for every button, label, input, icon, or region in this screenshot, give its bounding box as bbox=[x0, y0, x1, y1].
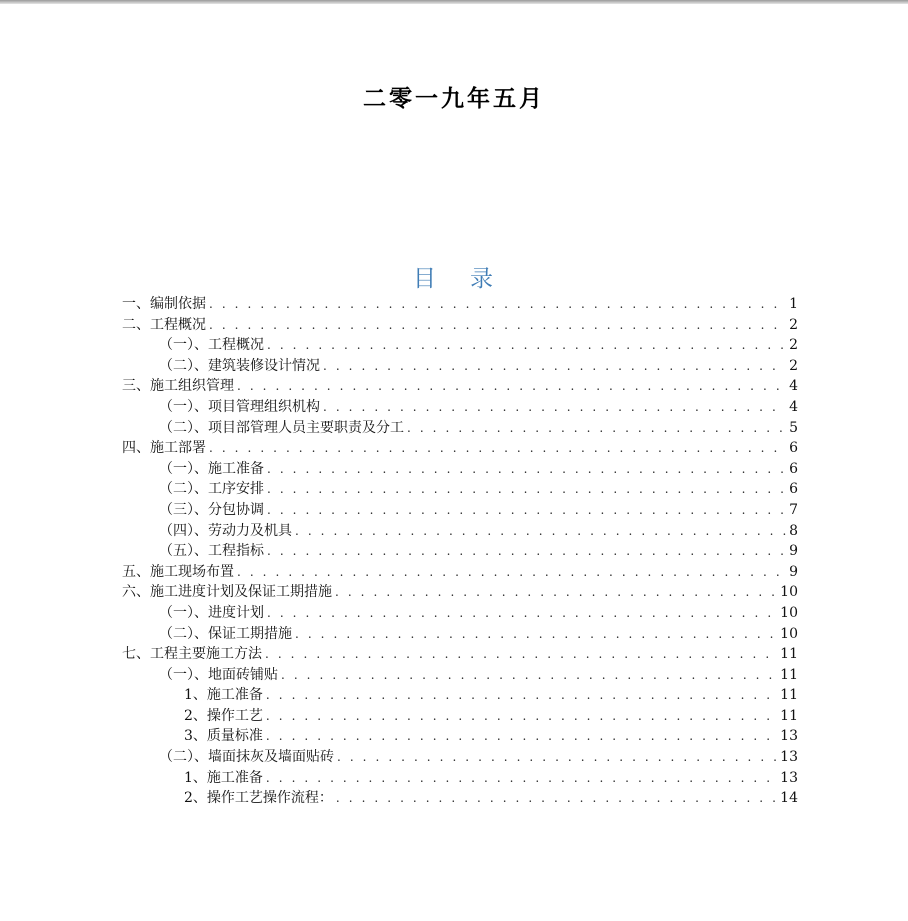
toc-entry-page-number: 6 bbox=[789, 460, 798, 477]
toc-dot-leader bbox=[209, 294, 786, 315]
toc-entry-page-number: 10 bbox=[780, 584, 798, 601]
toc-entry-page-number: 9 bbox=[789, 563, 798, 580]
toc-entry-page-number: 9 bbox=[789, 543, 798, 560]
toc-entry-label: 1、施工准备 bbox=[184, 687, 263, 704]
toc-dot-leader bbox=[323, 356, 786, 377]
toc-entry-label: 1、施工准备 bbox=[184, 769, 263, 786]
toc-entry-label: （五）、工程指标 bbox=[159, 543, 264, 560]
table-of-contents bbox=[122, 294, 798, 809]
toc-entry-page-number: 4 bbox=[789, 398, 798, 415]
toc-entry[interactable] bbox=[122, 335, 798, 356]
toc-entry-page-number: 10 bbox=[780, 604, 798, 621]
toc-dot-leader bbox=[323, 397, 786, 418]
toc-dot-leader bbox=[295, 624, 777, 645]
toc-dot-leader bbox=[267, 500, 786, 521]
toc-entry-label: 2、操作工艺 bbox=[184, 707, 263, 724]
toc-title-char-2: 录 bbox=[470, 266, 495, 292]
toc-entry[interactable] bbox=[122, 459, 798, 480]
toc-entry[interactable] bbox=[122, 541, 798, 562]
toc-entry[interactable] bbox=[122, 768, 798, 789]
toc-entry[interactable] bbox=[122, 747, 798, 768]
toc-entry-page-number: 13 bbox=[780, 728, 798, 745]
toc-entry-page-number: 13 bbox=[780, 749, 798, 766]
toc-entry-page-number: 8 bbox=[789, 522, 798, 539]
toc-dot-leader bbox=[267, 335, 786, 356]
toc-entry[interactable] bbox=[122, 685, 798, 706]
toc-entry-label: （一）、工程概况 bbox=[159, 337, 264, 354]
toc-entry-label: 七、工程主要施工方法 bbox=[122, 646, 262, 663]
toc-entry[interactable] bbox=[122, 294, 798, 315]
toc-entry-label: （二）、建筑装修设计情况 bbox=[159, 357, 320, 374]
toc-dot-leader bbox=[267, 541, 786, 562]
toc-entry-page-number: 11 bbox=[780, 666, 798, 683]
document-date-title: 二零一九年五月 bbox=[363, 85, 545, 112]
toc-entry-label: 六、施工进度计划及保证工期措施 bbox=[122, 584, 332, 601]
toc-entry-label: （二）、项目部管理人员主要职责及分工 bbox=[159, 419, 404, 436]
toc-entry-label: 四、施工部署 bbox=[122, 440, 206, 457]
toc-entry-page-number: 2 bbox=[789, 316, 798, 333]
toc-entry-page-number: 6 bbox=[789, 440, 798, 457]
toc-entry-label: （三）、分包协调 bbox=[159, 501, 264, 518]
toc-entry[interactable] bbox=[122, 644, 798, 665]
toc-entry-page-number: 7 bbox=[789, 501, 798, 518]
toc-entry[interactable] bbox=[122, 582, 798, 603]
toc-entry[interactable] bbox=[122, 603, 798, 624]
toc-dot-leader bbox=[209, 438, 786, 459]
toc-dot-leader bbox=[266, 706, 777, 727]
toc-entry[interactable] bbox=[122, 479, 798, 500]
toc-dot-leader bbox=[295, 521, 786, 542]
toc-entry[interactable] bbox=[122, 376, 798, 397]
toc-entry[interactable] bbox=[122, 521, 798, 542]
toc-entry-label: （二）、墙面抹灰及墙面贴砖 bbox=[159, 749, 334, 766]
toc-entry[interactable] bbox=[122, 788, 798, 809]
toc-dot-leader bbox=[336, 788, 777, 809]
toc-dot-leader bbox=[266, 768, 777, 789]
toc-entry-page-number: 4 bbox=[789, 378, 798, 395]
toc-entry-label: （一）、地面砖铺贴 bbox=[159, 666, 278, 683]
toc-entry-label: 五、施工现场布置 bbox=[122, 563, 234, 580]
toc-dot-leader bbox=[266, 685, 777, 706]
toc-entry-label: 2、操作工艺操作流程： bbox=[184, 790, 333, 807]
toc-dot-leader bbox=[281, 665, 777, 686]
toc-entry-label: 3、质量标准 bbox=[184, 728, 263, 745]
toc-entry-page-number: 14 bbox=[780, 790, 798, 807]
toc-dot-leader bbox=[265, 644, 777, 665]
toc-entry-page-number: 11 bbox=[780, 646, 798, 663]
toc-dot-leader bbox=[267, 603, 777, 624]
toc-entry[interactable] bbox=[122, 356, 798, 377]
toc-entry-page-number: 13 bbox=[780, 769, 798, 786]
toc-entry-page-number: 1 bbox=[789, 296, 798, 312]
toc-entry[interactable] bbox=[122, 665, 798, 686]
toc-entry-label: （一）、项目管理组织机构 bbox=[159, 398, 320, 415]
toc-entry-label: 三、施工组织管理 bbox=[122, 378, 234, 395]
toc-entry-label: （一）、进度计划 bbox=[159, 604, 264, 621]
toc-entry-label: 二、工程概况 bbox=[122, 316, 206, 333]
toc-entry-label: （二）、保证工期措施 bbox=[159, 625, 292, 642]
toc-entry[interactable] bbox=[122, 397, 798, 418]
toc-dot-leader bbox=[267, 459, 786, 480]
toc-dot-leader bbox=[407, 418, 786, 439]
toc-entry-label: （一）、施工准备 bbox=[159, 460, 264, 477]
toc-dot-leader bbox=[237, 562, 786, 583]
page-top-edge bbox=[0, 0, 908, 4]
toc-entry-page-number: 10 bbox=[780, 625, 798, 642]
toc-entry[interactable] bbox=[122, 418, 798, 439]
toc-dot-leader bbox=[209, 315, 786, 336]
toc-title-char-1: 目 bbox=[413, 266, 438, 292]
toc-entry[interactable] bbox=[122, 500, 798, 521]
toc-entry-page-number: 5 bbox=[789, 419, 798, 436]
toc-entry-page-number: 11 bbox=[780, 687, 798, 704]
toc-dot-leader bbox=[267, 479, 786, 500]
toc-entry-page-number: 6 bbox=[789, 481, 798, 498]
toc-entry-label: （二）、工序安排 bbox=[159, 481, 264, 498]
toc-entry-label: 一、编制依据 bbox=[122, 296, 206, 312]
toc-entry[interactable] bbox=[122, 624, 798, 645]
toc-dot-leader bbox=[266, 726, 777, 747]
toc-entry[interactable] bbox=[122, 438, 798, 459]
toc-dot-leader bbox=[237, 376, 786, 397]
toc-entry[interactable] bbox=[122, 726, 798, 747]
toc-dot-leader bbox=[337, 747, 777, 768]
toc-title bbox=[0, 260, 908, 293]
toc-entry-page-number: 2 bbox=[789, 337, 798, 354]
toc-entry-page-number: 2 bbox=[789, 357, 798, 374]
toc-entry-page-number: 11 bbox=[780, 707, 798, 724]
toc-dot-leader bbox=[335, 582, 777, 603]
toc-entry[interactable] bbox=[122, 315, 798, 336]
toc-entry[interactable] bbox=[122, 562, 798, 583]
toc-entry[interactable] bbox=[122, 706, 798, 727]
toc-entry-label: （四）、劳动力及机具 bbox=[159, 522, 292, 539]
